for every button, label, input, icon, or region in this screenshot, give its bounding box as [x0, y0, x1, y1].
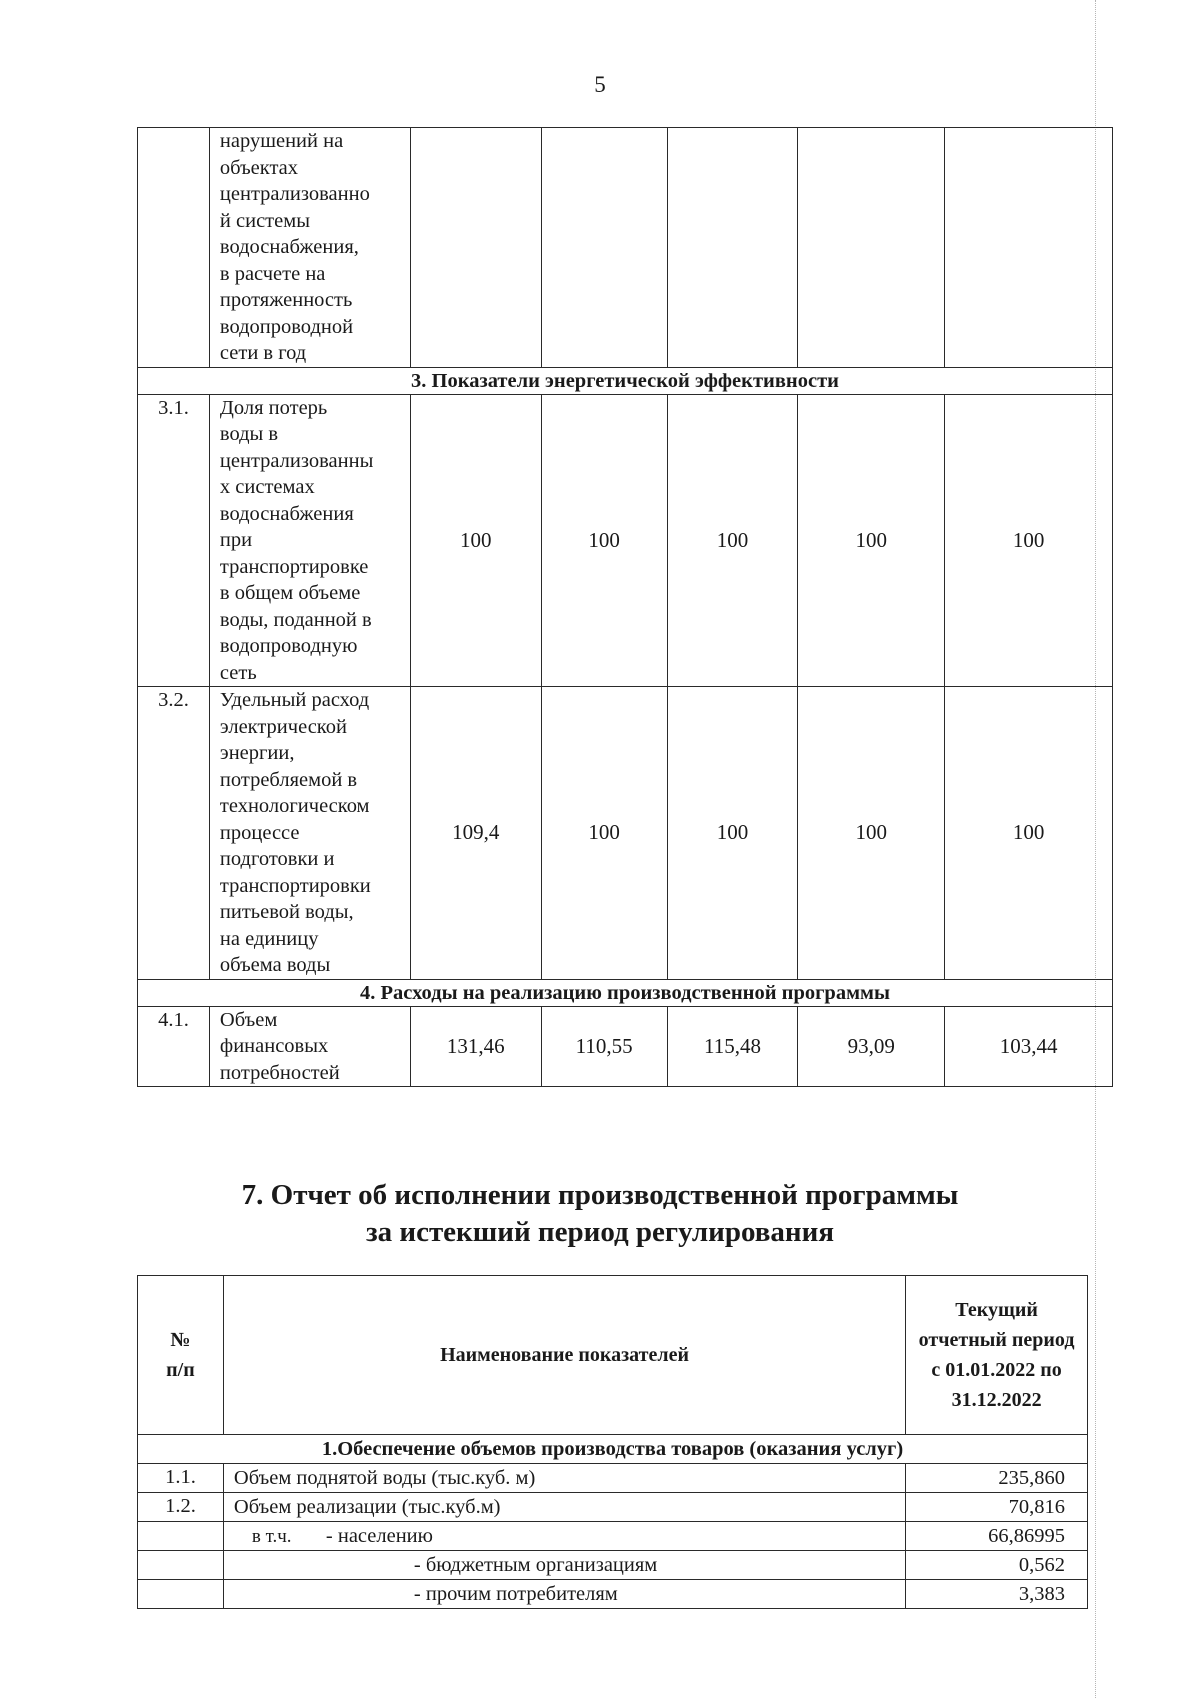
indicator-name-line: протяженность	[219, 289, 353, 311]
section-row	[138, 367, 1113, 394]
header-period-line2: отчетный период	[918, 1329, 1075, 1351]
indicator-value: 100	[798, 394, 945, 687]
indicator-name-line: Доля потерь	[219, 396, 328, 419]
indicator-name	[223, 1493, 905, 1522]
indicators-table	[137, 127, 1113, 1087]
indicator-value: 100	[945, 394, 1113, 687]
indicator-value	[410, 128, 541, 368]
indicator-value: 131,46	[410, 1006, 541, 1087]
indicator-name-line: Удельный расход	[219, 689, 370, 711]
indicator-value: 110,55	[541, 1006, 667, 1087]
indicator-name-line: воды в	[219, 423, 279, 445]
indicators-table-body	[138, 128, 1113, 1087]
indicator-name	[223, 1580, 905, 1609]
header-num-line2: п/п	[166, 1359, 195, 1381]
indicator-value: 3,383	[906, 1580, 1088, 1609]
indicator-name-line: воды, поданной в	[219, 608, 372, 631]
indicator-name-line: финансовых	[219, 1035, 329, 1057]
indicator-name-line: Объем	[219, 1008, 278, 1031]
row-number: 1.1.	[138, 1464, 224, 1493]
report-title-line1: 7. Отчет об исполнении производственной программы	[241, 1179, 959, 1211]
indicator-value: 103,44	[945, 1006, 1113, 1087]
indicator-value: 100	[541, 394, 667, 687]
table-row	[138, 1493, 1088, 1522]
report-title	[0, 1177, 1200, 1251]
section-row	[138, 979, 1113, 1006]
indicator-name-line: электрической	[219, 715, 347, 738]
indicator-value: 100	[410, 394, 541, 687]
indicator-name-line: водоснабжения,	[219, 236, 359, 258]
indicator-value: 100	[798, 687, 945, 980]
row-number: 3.1.	[138, 394, 210, 687]
indicator-name-line: процессе	[219, 821, 300, 844]
row-number	[138, 1522, 224, 1551]
indicator-value: 100	[667, 687, 798, 980]
indicator-name-line: сеть	[219, 661, 257, 684]
indicator-name	[223, 1551, 905, 1580]
indicator-value: 100	[667, 394, 798, 687]
section-title: 3. Показатели энергетической эффективности	[138, 367, 1113, 394]
report-table	[137, 1275, 1088, 1609]
indicator-name-line: в общем объеме	[219, 582, 361, 604]
indicator-value	[667, 128, 798, 368]
indicator-name-line: технологическом	[219, 795, 370, 817]
indicator-label: - прочим потребителям	[413, 1583, 618, 1605]
indicator-name-line: централизованны	[219, 449, 374, 472]
report-table-body	[138, 1435, 1088, 1609]
indicator-value	[945, 128, 1113, 368]
indicator-value	[541, 128, 667, 368]
indicator-name-line: объема воды	[219, 954, 331, 976]
indicator-name-line: транспортировке	[219, 555, 369, 578]
indicator-value	[798, 128, 945, 368]
row-number: 3.2.	[138, 687, 210, 980]
header-period-line3: с 01.01.2022 по	[931, 1359, 1062, 1381]
indicator-label: Объем поднятой воды (тыс.куб. м)	[233, 1467, 536, 1489]
indicator-name-line: потребляемой в	[219, 768, 358, 791]
indicator-value: 0,562	[906, 1551, 1088, 1580]
row-number	[138, 1551, 224, 1580]
indicator-name-line: водопроводную	[219, 635, 358, 657]
indicator-name-line: на единицу	[219, 927, 319, 950]
indicator-value: 100	[541, 687, 667, 980]
indicator-name-line: питьевой воды,	[219, 901, 354, 923]
indicator-name	[223, 1464, 905, 1493]
indicator-label: Объем реализации (тыс.куб.м)	[233, 1496, 501, 1518]
indicator-name	[209, 1006, 410, 1087]
row-number	[138, 1580, 224, 1609]
header-period	[906, 1276, 1088, 1435]
indicator-value: 115,48	[667, 1006, 798, 1087]
indicator-name-line: х системах	[219, 476, 315, 498]
indicator-name-line: водоснабжения	[219, 502, 354, 525]
table-row	[138, 1006, 1113, 1087]
indicator-value: 93,09	[798, 1006, 945, 1087]
indicator-label: - населению	[325, 1524, 433, 1547]
indicator-value: 235,860	[906, 1464, 1088, 1493]
header-num-line1: №	[170, 1329, 191, 1351]
section-row	[138, 1435, 1088, 1464]
row-number: 4.1.	[138, 1006, 210, 1087]
indicator-name-line: подготовки и	[219, 848, 335, 870]
indicator-name-line: нарушений на	[219, 130, 344, 152]
table-row	[138, 1464, 1088, 1493]
section-title: 4. Расходы на реализацию производственной программы	[138, 979, 1113, 1006]
row-number	[138, 128, 210, 368]
indicator-name-line: водопроводной	[219, 315, 354, 338]
indicator-name-line: централизованно	[219, 183, 370, 205]
indicator-name-line: й системы	[219, 209, 310, 232]
table-row	[138, 394, 1113, 687]
indicator-name	[209, 394, 410, 687]
table-row	[138, 128, 1113, 368]
report-title-line2: за истекший период регулирования	[365, 1216, 835, 1248]
header-num	[138, 1276, 224, 1435]
indicator-name-line: в расчете на	[219, 262, 326, 285]
indicator-name-line: транспортировки	[219, 874, 371, 897]
indicator-value: 66,86995	[906, 1522, 1088, 1551]
table-row	[138, 687, 1113, 980]
indicator-value: 109,4	[410, 687, 541, 980]
header-period-line4: 31.12.2022	[951, 1389, 1042, 1411]
indicator-name-line: при	[219, 529, 253, 551]
indicator-label: - бюджетным организациям	[413, 1554, 658, 1576]
row-number: 1.2.	[138, 1493, 224, 1522]
indicator-name-line: сети в год	[219, 342, 307, 364]
table-row	[138, 1551, 1088, 1580]
header-period-line1: Текущий	[955, 1299, 1038, 1321]
indicator-name-line: потребностей	[219, 1061, 340, 1084]
indicator-name	[209, 687, 410, 980]
indicator-value: 70,816	[906, 1493, 1088, 1522]
table-row	[138, 1522, 1088, 1551]
header-name: Наименование показателей	[223, 1276, 905, 1435]
section-title: 1.Обеспечение объемов производства товаров (оказания услуг)	[138, 1435, 1088, 1464]
indicator-name	[223, 1522, 905, 1551]
report-header-row	[138, 1276, 1088, 1435]
page-number: 5	[594, 72, 606, 97]
table-row	[138, 1580, 1088, 1609]
indicator-name-line: энергии,	[219, 742, 295, 764]
indicator-name	[209, 128, 410, 368]
indicator-name-line: объектах	[219, 156, 299, 179]
indicator-prefix: в т.ч.	[251, 1525, 292, 1547]
indicator-value: 100	[945, 687, 1113, 980]
